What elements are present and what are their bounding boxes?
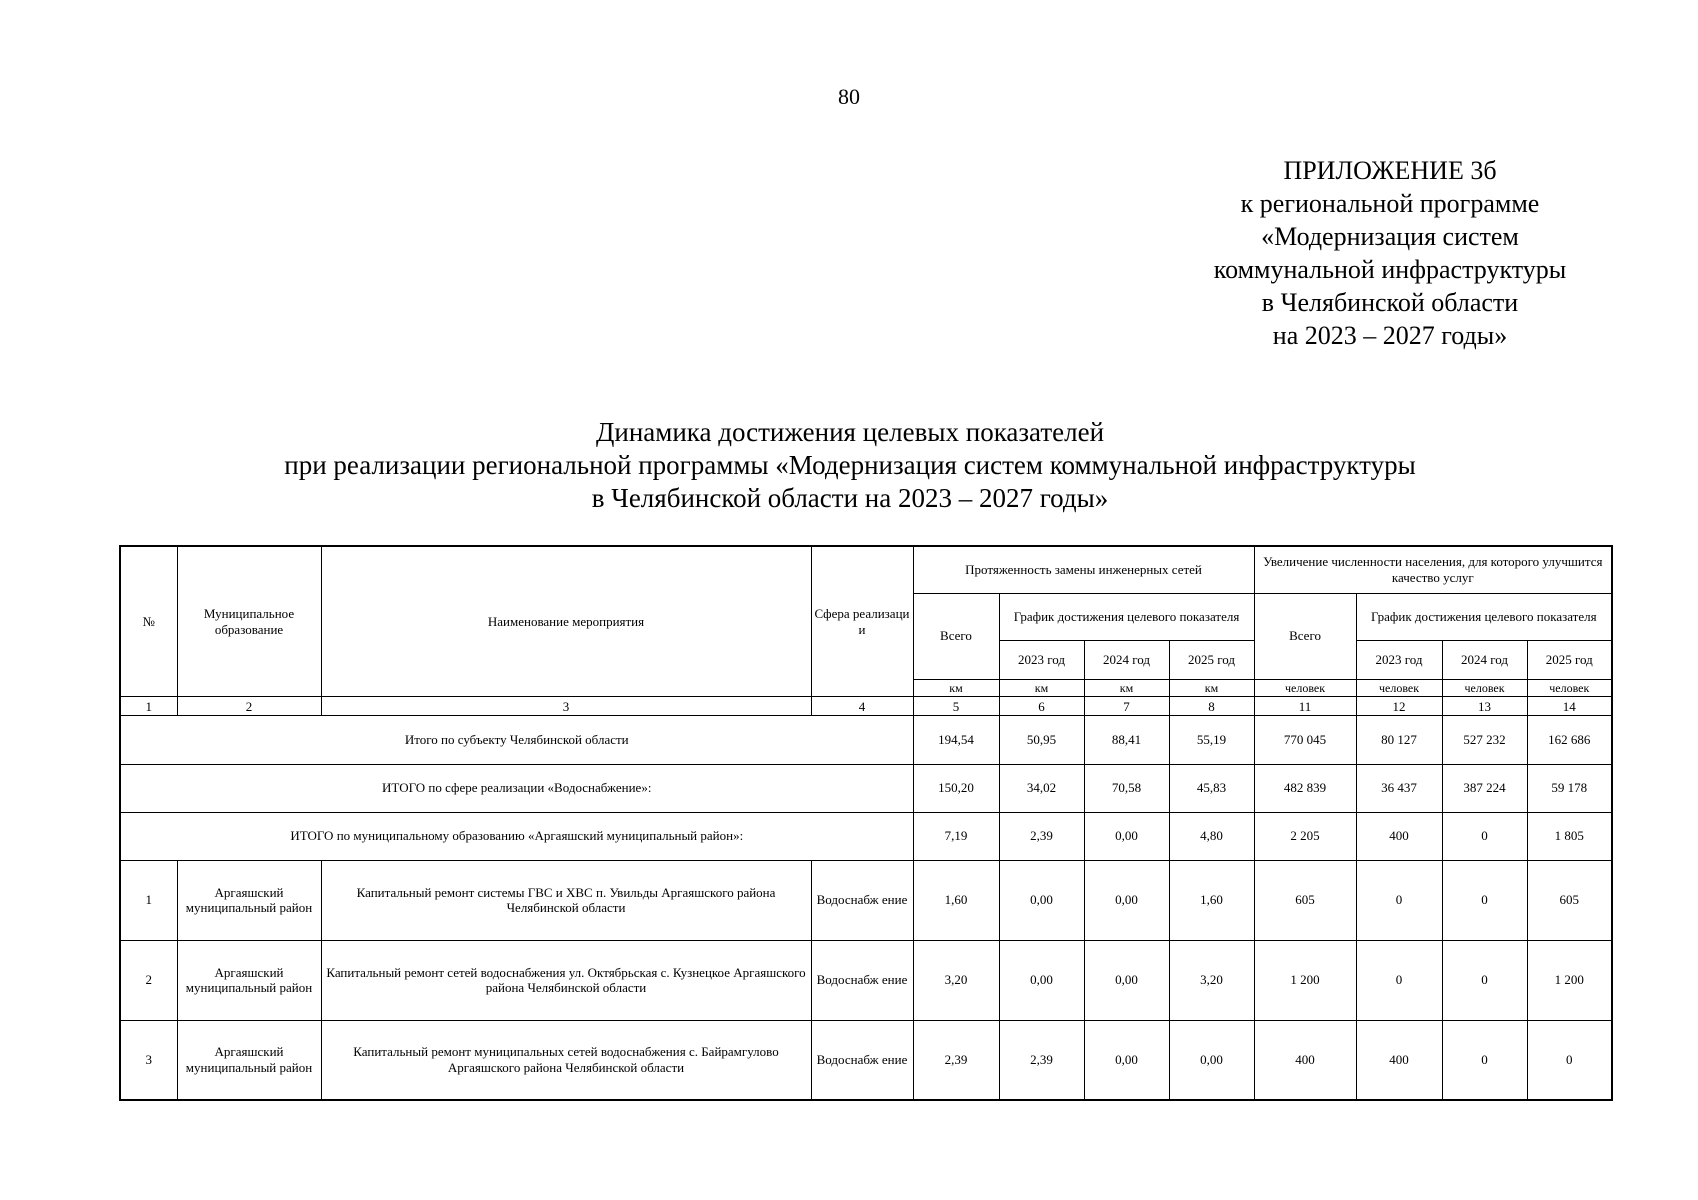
title-line: в Челябинской области на 2023 – 2027 годы» <box>591 483 1109 513</box>
value-cell: 1 200 <box>1254 940 1356 1020</box>
appendix-line: «Модернизация систем <box>1261 222 1519 251</box>
value-cell: 605 <box>1254 860 1356 940</box>
event-cell: Капитальный ремонт сетей водоснабжения ул. Октябрьская с. Кузнецкое Аргаяшского района Челябинской области <box>321 940 811 1020</box>
header-year: 2024 год <box>1084 640 1169 679</box>
unit-cell: человек <box>1356 679 1442 697</box>
value-cell: 150,20 <box>913 764 999 812</box>
page-number: 80 <box>838 84 860 109</box>
municipality-cell: Аргаяшский муниципальный район <box>177 1020 321 1100</box>
value-cell: 0,00 <box>999 860 1084 940</box>
unit-cell: человек <box>1254 679 1356 697</box>
column-number: 14 <box>1527 697 1612 716</box>
value-cell: 2 205 <box>1254 812 1356 860</box>
value-cell: 34,02 <box>999 764 1084 812</box>
row-number: 1 <box>120 860 177 940</box>
value-cell: 0 <box>1442 940 1527 1020</box>
value-cell: 2,39 <box>999 812 1084 860</box>
appendix-line: к региональной программе <box>1240 189 1540 218</box>
total-row-municipality <box>120 812 1612 860</box>
title-line: при реализации региональной программы «Модернизация систем коммунальной инфраструктуры <box>284 450 1416 480</box>
value-cell: 0,00 <box>1084 940 1169 1020</box>
total-row-region <box>120 716 1612 764</box>
value-cell: 36 437 <box>1356 764 1442 812</box>
municipality-cell: Аргаяшский муниципальный район <box>177 860 321 940</box>
column-number: 8 <box>1169 697 1254 716</box>
value-cell: 0,00 <box>1169 1020 1254 1100</box>
value-cell: 0 <box>1527 1020 1612 1100</box>
value-cell: 0 <box>1356 940 1442 1020</box>
column-number: 3 <box>321 697 811 716</box>
header-year: 2025 год <box>1169 640 1254 679</box>
column-number: 4 <box>811 697 913 716</box>
unit-cell: человек <box>1442 679 1527 697</box>
header-length-group: Протяженность замены инженерных сетей <box>913 546 1254 593</box>
value-cell: 80 127 <box>1356 716 1442 764</box>
value-cell: 45,83 <box>1169 764 1254 812</box>
table-row <box>120 940 1612 1020</box>
header-year: 2024 год <box>1442 640 1527 679</box>
header-municipality: Муниципальное образование <box>177 546 321 697</box>
header-population-schedule: График достижения целевого показателя <box>1356 593 1612 640</box>
sphere-cell: Водоснабж ение <box>811 1020 913 1100</box>
row-number: 3 <box>120 1020 177 1100</box>
value-cell: 162 686 <box>1527 716 1612 764</box>
value-cell: 400 <box>1356 812 1442 860</box>
value-cell: 0,00 <box>1084 860 1169 940</box>
value-cell: 0 <box>1442 812 1527 860</box>
value-cell: 0 <box>1442 1020 1527 1100</box>
column-number: 6 <box>999 697 1084 716</box>
column-number-row <box>120 697 1612 716</box>
value-cell: 1 805 <box>1527 812 1612 860</box>
unit-cell: км <box>999 679 1084 697</box>
municipality-cell: Аргаяшский муниципальный район <box>177 940 321 1020</box>
column-number: 13 <box>1442 697 1527 716</box>
value-cell: 50,95 <box>999 716 1084 764</box>
value-cell: 2,39 <box>999 1020 1084 1100</box>
header-year: 2025 год <box>1527 640 1612 679</box>
value-cell: 482 839 <box>1254 764 1356 812</box>
value-cell: 3,20 <box>1169 940 1254 1020</box>
unit-cell: км <box>1169 679 1254 697</box>
column-number: 7 <box>1084 697 1169 716</box>
title-line: Динамика достижения целевых показателей <box>595 417 1105 447</box>
value-cell: 0,00 <box>999 940 1084 1020</box>
value-cell: 0 <box>1442 860 1527 940</box>
appendix-block <box>1150 154 1630 352</box>
column-number: 5 <box>913 697 999 716</box>
column-number: 2 <box>177 697 321 716</box>
header-length-schedule: График достижения целевого показателя <box>999 593 1254 640</box>
value-cell: 1 200 <box>1527 940 1612 1020</box>
value-cell: 194,54 <box>913 716 999 764</box>
value-cell: 770 045 <box>1254 716 1356 764</box>
appendix-line: на 2023 – 2027 годы» <box>1272 321 1508 350</box>
total-row-sphere <box>120 764 1612 812</box>
value-cell: 7,19 <box>913 812 999 860</box>
value-cell: 527 232 <box>1442 716 1527 764</box>
table-row <box>120 1020 1612 1100</box>
total-label: ИТОГО по сфере реализации «Водоснабжение»: <box>120 764 913 812</box>
table-row <box>120 860 1612 940</box>
value-cell: 88,41 <box>1084 716 1169 764</box>
value-cell: 1,60 <box>1169 860 1254 940</box>
column-number: 11 <box>1254 697 1356 716</box>
value-cell: 400 <box>1356 1020 1442 1100</box>
indicators-table <box>119 545 1613 1101</box>
value-cell: 605 <box>1527 860 1612 940</box>
column-number: 1 <box>120 697 177 716</box>
row-number: 2 <box>120 940 177 1020</box>
appendix-title: ПРИЛОЖЕНИЕ 3б <box>1283 156 1497 185</box>
value-cell: 4,80 <box>1169 812 1254 860</box>
value-cell: 387 224 <box>1442 764 1527 812</box>
header-population-total: Всего <box>1254 593 1356 679</box>
value-cell: 55,19 <box>1169 716 1254 764</box>
total-label: ИТОГО по муниципальному образованию «Аргаяшский муниципальный район»: <box>120 812 913 860</box>
unit-cell: км <box>1084 679 1169 697</box>
value-cell: 0,00 <box>1084 812 1169 860</box>
header-length-total: Всего <box>913 593 999 679</box>
appendix-line: коммунальной инфраструктуры <box>1213 255 1567 284</box>
document-title <box>100 416 1600 515</box>
header-year: 2023 год <box>999 640 1084 679</box>
header-sphere: Сфера реализаци и <box>811 546 913 697</box>
appendix-line: в Челябинской области <box>1261 288 1519 317</box>
value-cell: 70,58 <box>1084 764 1169 812</box>
header-year: 2023 год <box>1356 640 1442 679</box>
header-event: Наименование мероприятия <box>321 546 811 697</box>
unit-cell: человек <box>1527 679 1612 697</box>
value-cell: 2,39 <box>913 1020 999 1100</box>
value-cell: 59 178 <box>1527 764 1612 812</box>
value-cell: 3,20 <box>913 940 999 1020</box>
header-no: № <box>120 546 177 697</box>
event-cell: Капитальный ремонт системы ГВС и ХВС п. Увильды Аргаяшского района Челябинской области <box>321 860 811 940</box>
value-cell: 0 <box>1356 860 1442 940</box>
sphere-cell: Водоснабж ение <box>811 860 913 940</box>
value-cell: 400 <box>1254 1020 1356 1100</box>
event-cell: Капитальный ремонт муниципальных сетей водоснабжения с. Байрамгулово Аргаяшского района Челябинской области <box>321 1020 811 1100</box>
column-number: 12 <box>1356 697 1442 716</box>
total-label: Итого по субъекту Челябинской области <box>120 716 913 764</box>
sphere-cell: Водоснабж ение <box>811 940 913 1020</box>
unit-cell: км <box>913 679 999 697</box>
header-population-group: Увеличение численности населения, для которого улучшится качество услуг <box>1254 546 1612 593</box>
value-cell: 0,00 <box>1084 1020 1169 1100</box>
value-cell: 1,60 <box>913 860 999 940</box>
